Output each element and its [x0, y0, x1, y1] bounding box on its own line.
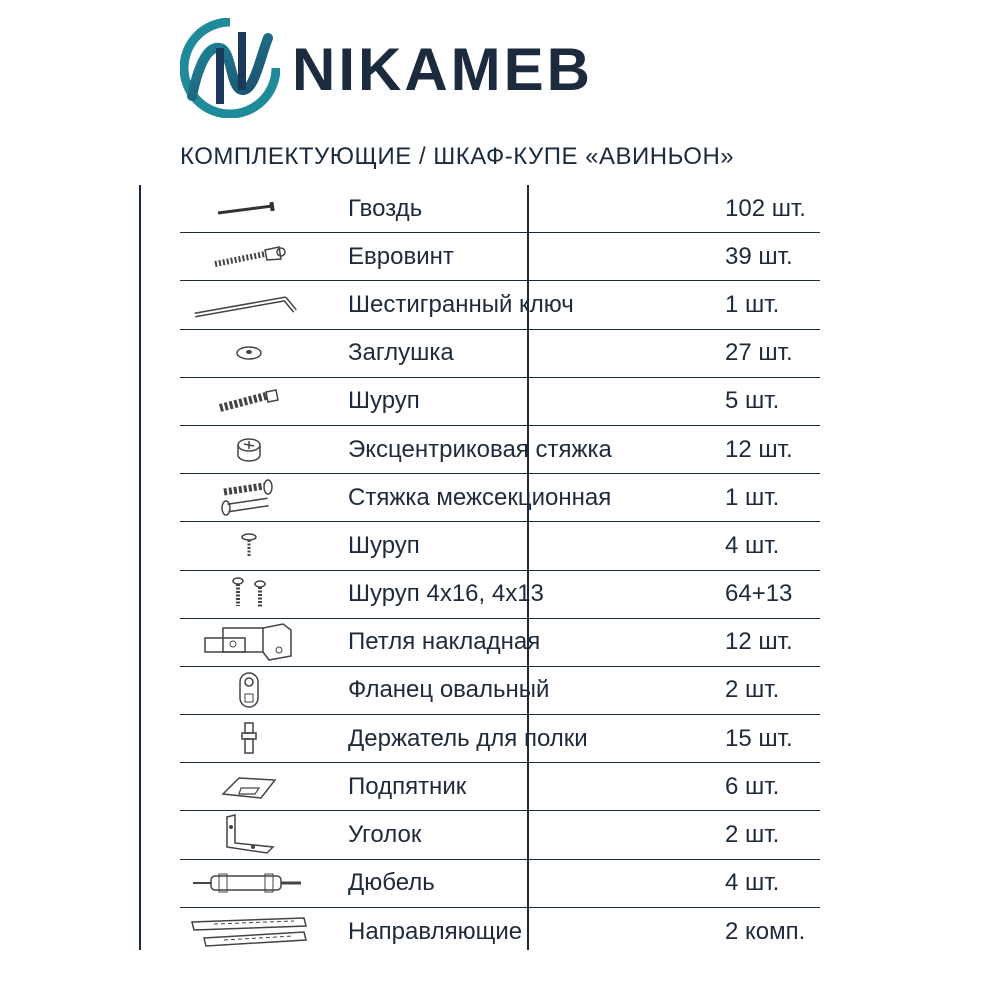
part-name: Дюбель	[348, 869, 435, 897]
screw-icon	[180, 378, 318, 425]
part-name: Фланец овальный	[348, 676, 550, 704]
brand-name: NIKAMEB	[292, 36, 593, 103]
part-name: Держатель для полки	[348, 724, 588, 752]
part-name: Шуруп	[348, 531, 420, 559]
foot-pad-icon	[180, 763, 318, 810]
table-row	[180, 860, 820, 908]
part-qty: 2 комп.	[725, 917, 806, 945]
euroscrew-icon	[180, 233, 318, 280]
shelf-pin-icon	[180, 715, 318, 762]
cam-lock-icon	[180, 426, 318, 473]
part-name: Петля накладная	[348, 628, 541, 656]
table-row	[180, 571, 820, 619]
dowel-icon	[180, 860, 318, 907]
small-screw-icon	[180, 522, 318, 569]
part-name: Шестигранный ключ	[348, 290, 574, 318]
part-name: Евровинт	[348, 242, 454, 270]
oval-flange-icon	[180, 667, 318, 714]
part-qty: 1 шт.	[725, 290, 780, 318]
hinge-icon	[180, 619, 318, 666]
table-row	[180, 281, 820, 329]
part-name: Стяжка межсекционная	[348, 483, 612, 511]
part-qty: 2 шт.	[725, 676, 780, 704]
hex-key-icon	[180, 281, 318, 328]
table-row	[180, 763, 820, 811]
part-qty: 12 шт.	[725, 435, 793, 463]
part-name: Гвоздь	[348, 194, 423, 222]
part-qty: 39 шт.	[725, 242, 793, 270]
table-row	[180, 474, 820, 522]
part-qty: 2 шт.	[725, 821, 780, 849]
angle-bracket-icon	[180, 811, 318, 858]
column-divider	[139, 185, 141, 950]
part-qty: 5 шт.	[725, 387, 780, 415]
part-name: Эксцентриковая стяжка	[348, 435, 612, 463]
part-qty: 102 шт.	[725, 194, 806, 222]
table-row	[180, 426, 820, 474]
part-name: Уголок	[348, 821, 422, 849]
table-row	[180, 522, 820, 570]
sectional-connector-icon	[180, 474, 318, 521]
nail-icon	[180, 185, 318, 232]
table-row	[180, 619, 820, 667]
drawer-rails-icon	[180, 908, 318, 956]
part-name: Шуруп	[348, 387, 420, 415]
part-name: Подпятник	[348, 772, 467, 800]
part-name: Шуруп 4х16, 4х13	[348, 580, 544, 608]
nikameb-logo-icon	[180, 18, 280, 118]
part-qty: 15 шт.	[725, 724, 793, 752]
table-row	[180, 811, 820, 859]
part-qty: 12 шт.	[725, 628, 793, 656]
brand-logo	[180, 18, 650, 118]
part-qty: 6 шт.	[725, 772, 780, 800]
table-row	[180, 378, 820, 426]
table-row	[180, 715, 820, 763]
table-row	[180, 185, 820, 233]
table-row	[180, 667, 820, 715]
page-title: КОМПЛЕКТУЮЩИЕ / ШКАФ-КУПЕ «АВИНЬОН»	[180, 143, 735, 170]
part-qty: 4 шт.	[725, 869, 780, 897]
table-row	[180, 330, 820, 378]
two-screws-icon	[180, 571, 318, 618]
part-qty: 27 шт.	[725, 339, 793, 367]
part-qty: 64+13	[725, 580, 793, 608]
part-name: Направляющие	[348, 917, 523, 945]
cap-plug-icon	[180, 330, 318, 377]
part-qty: 1 шт.	[725, 483, 780, 511]
table-row	[180, 233, 820, 281]
part-qty: 4 шт.	[725, 531, 780, 559]
part-name: Заглушка	[348, 339, 454, 367]
parts-table	[180, 185, 820, 956]
table-row	[180, 908, 820, 956]
